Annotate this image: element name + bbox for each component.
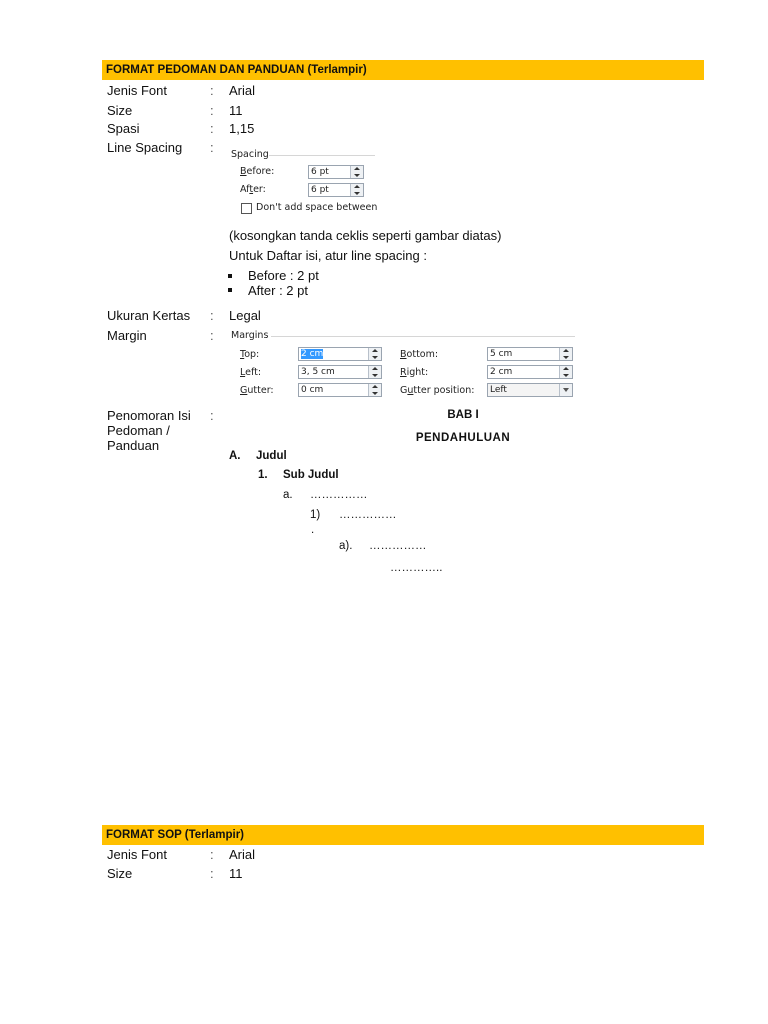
colon: :	[210, 83, 214, 98]
label-jenis-font: Jenis Font	[107, 83, 167, 98]
bottom-spinner[interactable]	[487, 347, 573, 361]
value-sop-jenis-font: Arial	[229, 847, 256, 862]
label-line-spacing: Line Spacing	[107, 140, 183, 155]
level-1-marker: 1.	[258, 469, 268, 481]
after-spinner[interactable]	[308, 183, 364, 197]
uncheck-note: (kosongkan tanda ceklis seperti gambar diatas)	[229, 228, 502, 243]
toc-note: Untuk Daftar isi, atur line spacing :	[229, 248, 427, 263]
section-header-pedoman: FORMAT PEDOMAN DAN PANDUAN (Terlampir)	[102, 60, 704, 80]
gutter-position-label: Gutter position:	[400, 385, 475, 396]
level-1-text: Sub Judul	[283, 469, 339, 481]
spinner-arrows-icon[interactable]	[559, 366, 572, 378]
bullet-icon	[228, 274, 232, 278]
value-spasi: 1,15	[229, 121, 255, 136]
label-sop-jenis-font: Jenis Font	[107, 847, 167, 862]
before-value: 6 pt	[311, 167, 329, 177]
spinner-arrows-icon[interactable]	[350, 184, 363, 196]
level-a-marker: A.	[229, 450, 241, 462]
margins-dialog-image	[229, 328, 579, 404]
top-label: Top:	[240, 349, 260, 360]
label-ukuran-kertas: Ukuran Kertas	[107, 308, 191, 323]
margins-group-label: Margins	[231, 330, 269, 341]
bullet-after: After : 2 pt	[248, 283, 308, 298]
level-p1-trail: .	[311, 524, 315, 536]
bab-heading: BAB I	[447, 409, 479, 421]
bottom-value: 5 cm	[490, 349, 513, 359]
label-spasi: Spasi	[107, 121, 140, 136]
spinner-arrows-icon[interactable]	[350, 166, 363, 178]
level-p1-text: ……………	[339, 509, 397, 521]
top-spinner[interactable]	[298, 347, 382, 361]
colon: :	[210, 847, 214, 862]
colon: :	[210, 408, 214, 423]
colon: :	[210, 103, 214, 118]
bullet-before: Before : 2 pt	[248, 268, 319, 283]
spinner-arrows-icon[interactable]	[368, 384, 381, 396]
level-last-text: …………..	[390, 562, 443, 574]
spinner-arrows-icon[interactable]	[559, 348, 572, 360]
colon: :	[210, 308, 214, 323]
before-label: Before:	[240, 166, 275, 177]
left-label: Left:	[240, 367, 262, 378]
label-penomoran-line1: Penomoran Isi	[107, 408, 191, 423]
left-spinner[interactable]	[298, 365, 382, 379]
group-divider	[269, 155, 375, 156]
bullet-icon	[228, 288, 232, 292]
level-p1-marker: 1)	[310, 509, 321, 521]
gutter-spinner[interactable]	[298, 383, 382, 397]
label-margin: Margin	[107, 328, 147, 343]
right-value: 2 cm	[490, 367, 513, 377]
colon: :	[210, 140, 214, 155]
spacing-dialog-image	[229, 148, 379, 218]
value-ukuran-kertas: Legal	[229, 308, 261, 323]
value-sop-size: 11	[229, 866, 243, 881]
gutter-position-select[interactable]	[487, 383, 573, 397]
colon: :	[210, 328, 214, 343]
right-label: Right:	[400, 367, 429, 378]
spinner-arrows-icon[interactable]	[368, 366, 381, 378]
label-penomoran-line2: Pedoman /	[107, 423, 170, 438]
spacing-group-label: Spacing	[231, 149, 269, 160]
after-label: After:	[240, 184, 266, 195]
after-value: 6 pt	[311, 185, 329, 195]
gutter-label: Gutter:	[240, 385, 274, 396]
chevron-down-icon[interactable]	[559, 384, 572, 396]
dont-add-space-label: Don't add space between	[256, 202, 378, 213]
value-size: 11	[229, 103, 243, 118]
bottom-label: Bottom:	[400, 349, 439, 360]
value-jenis-font: Arial	[229, 83, 256, 98]
label-sop-size: Size	[107, 866, 133, 881]
label-penomoran-line3: Panduan	[107, 438, 160, 453]
top-value: 2 cm	[301, 349, 324, 359]
gutter-value: 0 cm	[301, 385, 324, 395]
colon: :	[210, 121, 214, 136]
chapter-heading: PENDAHULUAN	[415, 432, 511, 444]
section-header-sop: FORMAT SOP (Terlampir)	[102, 825, 704, 845]
label-size: Size	[107, 103, 133, 118]
left-value: 3, 5 cm	[301, 367, 335, 377]
group-divider	[271, 336, 575, 337]
dont-add-space-checkbox[interactable]	[241, 203, 252, 214]
spinner-arrows-icon[interactable]	[368, 348, 381, 360]
level-a-text: Judul	[256, 450, 287, 462]
colon: :	[210, 866, 214, 881]
right-spinner[interactable]	[487, 365, 573, 379]
level-pa-text: ……………	[369, 540, 427, 552]
gutter-position-value: Left	[490, 385, 507, 395]
before-spinner[interactable]	[308, 165, 364, 179]
level-la-marker: a.	[283, 489, 293, 501]
level-la-text: ……………	[310, 489, 368, 501]
level-pa-marker: a).	[339, 540, 353, 552]
